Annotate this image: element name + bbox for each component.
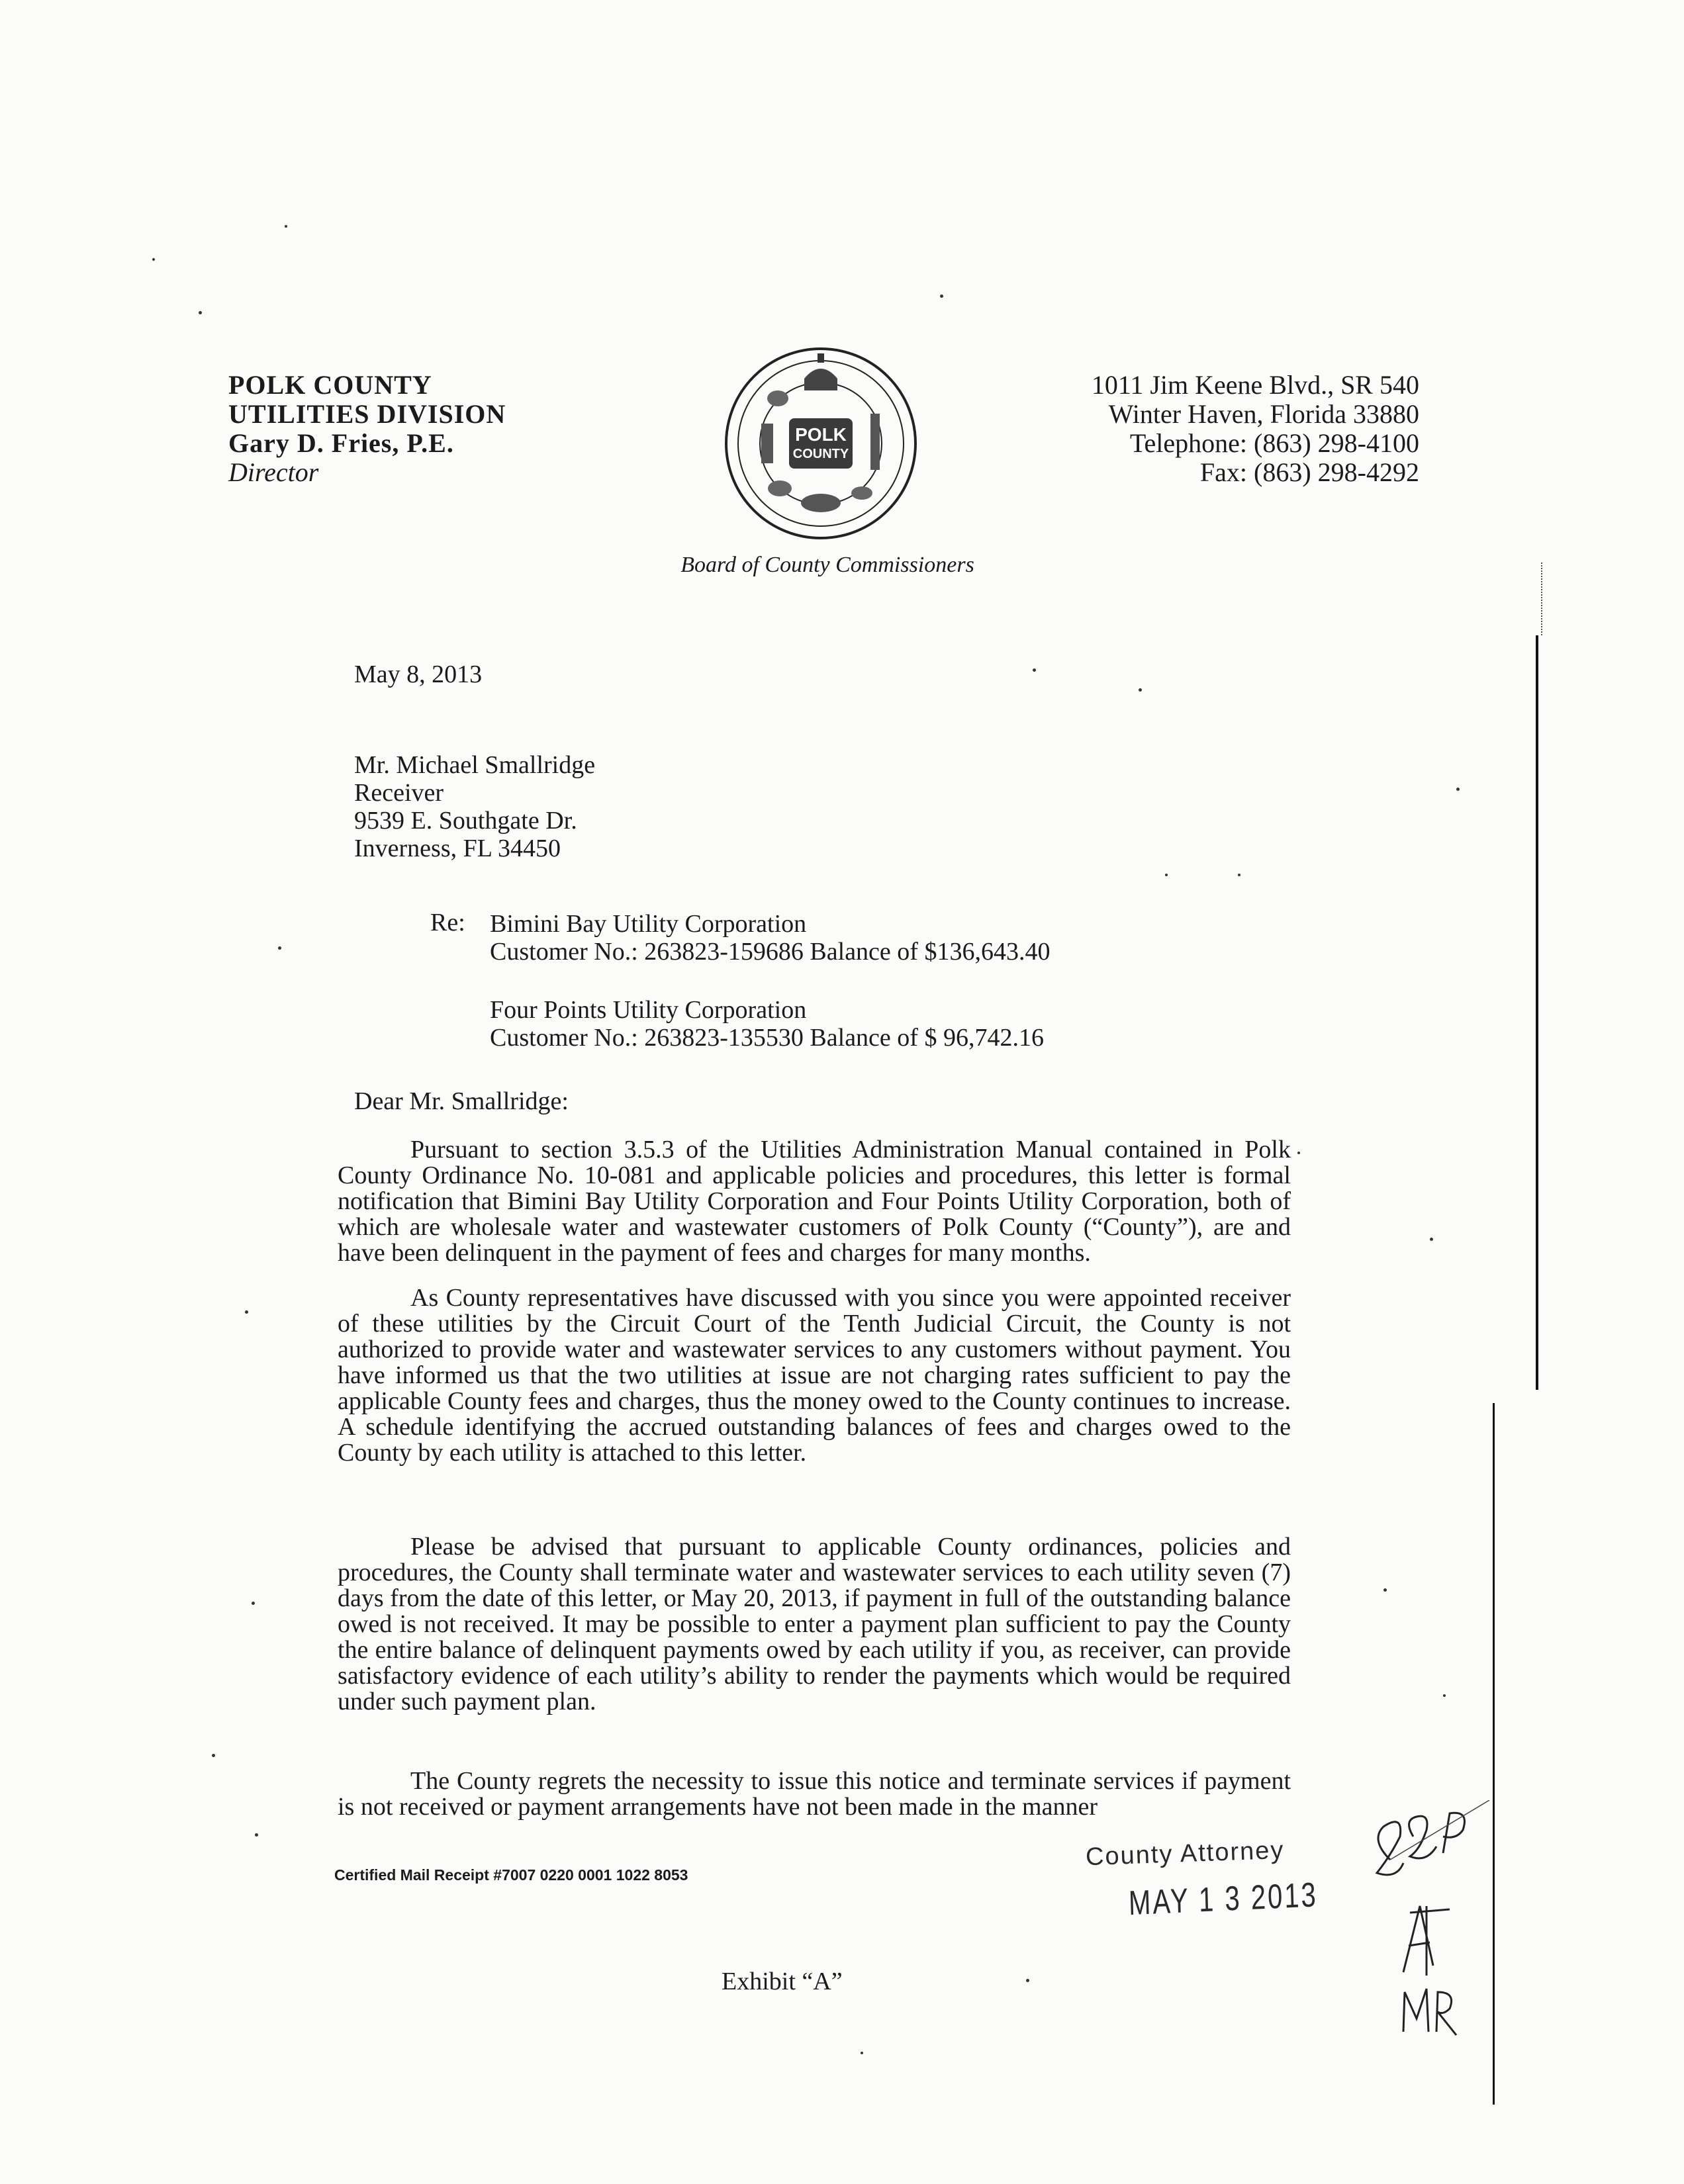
director-name: Gary D. Fries, P.E. [228,428,454,458]
exhibit-label: Exhibit “A” [722,1968,843,1995]
certified-mail-receipt: Certified Mail Receipt #7007 0220 0001 1022 8053 [334,1866,688,1884]
handwritten-initials-signature [1364,1800,1496,2065]
received-stamp-date: MAY 1 3 2013 [1128,1876,1319,1923]
re-company: Bimini Bay Utility Corporation [490,910,807,938]
telephone: Telephone: (863) 298-4100 [1129,428,1419,458]
salutation: Dear Mr. Smallridge: [354,1087,569,1115]
recipient-street: 9539 E. Southgate Dr. [354,807,577,835]
re-company: Four Points Utility Corporation [490,996,807,1024]
scan-edge-line [1536,635,1538,1390]
received-stamp-office: County Attorney [1085,1836,1286,1872]
body-paragraph: Please be advised that pursuant to applicable County ordinances, policies and procedures, the County shall terminate water and wastewater services to each utility seven (7) days from the date of this letter, or May 20, 2013, if payment in full of the outstanding balance owed is not received. It may be possible to enter a payment plan sufficient to pay the County the entire balance of delinquent payments owed by each utility if you, as receiver, can provide satisfactory evidence of each utility’s ability to render the payments which would be required under such payment plan. [338,1533,1291,1715]
re-label: Re: [430,909,465,936]
re-account: Customer No.: 263823-135530 Balance of $ 96,742.16 [490,1024,1044,1052]
seal-text-top: POLK [795,424,847,445]
recipient-address [354,751,595,862]
recipient-name: Mr. Michael Smallridge [354,751,596,779]
recipient-role: Receiver [354,779,444,807]
county-seal-logo [722,344,920,543]
division-name: UTILITIES DIVISION [228,399,506,429]
body-paragraph: Pursuant to section 3.5.3 of the Utilities Administration Manual contained in Polk County Ordinance No. 10-081 and applicable policies and procedures, this letter is formal notification that Bimini Bay Utility Corporation and Four Points Utility Corporation, both of which are wholesale water and wastewater customers of Polk County (“County”), are and have been delinquent in the payment of fees and charges for many months. [338,1136,1291,1267]
re-item [490,996,1044,1052]
re-item [490,910,1050,966]
recipient-city: Inverness, FL 34450 [354,835,561,862]
address-line2: Winter Haven, Florida 33880 [1108,399,1419,429]
address-line1: 1011 Jim Keene Blvd., SR 540 [1091,370,1419,400]
letterhead-left [228,371,506,487]
letter-date: May 8, 2013 [354,660,483,688]
body-paragraph: As County representatives have discussed with you since you were appointed receiver of these utilities by the Circuit Court of the Tenth Judicial Circuit, the County is not authorized to provide water and wastewater services to any customers without payment. You have informed us that the two utilities at issue are not charging rates sufficient to pay the applicable County fees and charges, thus the money owed to the County continues to increase. A schedule identifying the accrued outstanding balances of fees and charges owed to the County by each utility is attached to this letter. [338,1284,1291,1467]
fax: Fax: (863) 298-4292 [1199,457,1419,487]
scan-edge-line [1541,563,1544,635]
seal-text-bottom: COUNTY [792,447,849,461]
director-title: Director [228,457,319,487]
letterhead-right [1092,371,1419,487]
board-caption: Board of County Commissioners [680,553,974,577]
re-account: Customer No.: 263823-159686 Balance of $136,643.40 [490,938,1051,966]
body-paragraph: The County regrets the necessity to issue this notice and terminate services if payment is not received or payment arrangements have not been made in the manner [338,1767,1291,1821]
org-name: POLK COUNTY [228,370,432,400]
